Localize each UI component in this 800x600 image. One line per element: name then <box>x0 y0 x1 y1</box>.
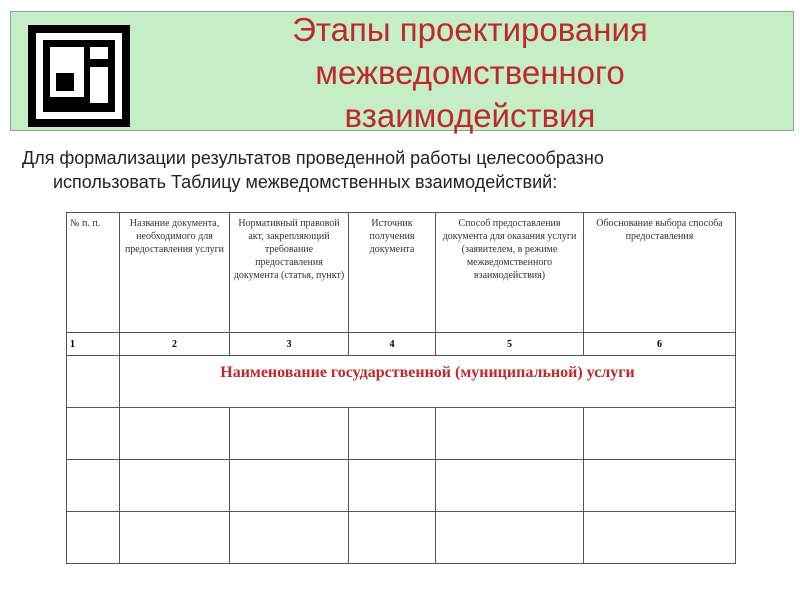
column-header-source: Источник получения документа <box>349 213 436 333</box>
column-header-justification: Обоснование выбора способа предоставления <box>584 213 736 333</box>
title-banner <box>10 10 794 134</box>
service-name: Наименование государственной (муниципальной) услуги <box>120 356 736 408</box>
service-name-row <box>67 356 736 408</box>
table-cell <box>436 460 584 512</box>
column-header-number: № п. п. <box>67 213 120 333</box>
table-cell <box>349 512 436 564</box>
table-cell <box>120 460 230 512</box>
table-cell <box>349 408 436 460</box>
column-header-method: Способ предоставления документа для оказания услуги (заявителем, в режиме межведомственного взаимодействия) <box>436 213 584 333</box>
table-cell <box>436 408 584 460</box>
table-cell <box>230 512 349 564</box>
table-cell <box>67 460 120 512</box>
table-cell <box>349 460 436 512</box>
table-cell <box>436 512 584 564</box>
logo-graphic <box>28 25 130 127</box>
column-number-5: 5 <box>436 333 584 356</box>
intro-line-1: Для формализации результатов проведенной работы целесообразно <box>22 148 604 168</box>
table-cell <box>584 408 736 460</box>
table-row <box>67 460 736 512</box>
column-header-document-name: Название документа, необходимого для предоставления услуги <box>120 213 230 333</box>
column-number-6: 6 <box>584 333 736 356</box>
table-cell <box>67 408 120 460</box>
table-cell <box>584 512 736 564</box>
table-header-row <box>67 213 736 333</box>
table-cell <box>230 408 349 460</box>
interagency-table <box>66 212 736 564</box>
table-number-row <box>67 333 736 356</box>
table-cell <box>230 460 349 512</box>
table-row <box>67 408 736 460</box>
intro-text <box>22 146 742 194</box>
column-number-1: 1 <box>67 333 120 356</box>
table-row <box>67 512 736 564</box>
column-number-4: 4 <box>349 333 436 356</box>
page-title: Этапы проектирования межведомственного взаимодействия <box>292 10 648 134</box>
intro-line-2: использовать Таблицу межведомственных взаимодействий: <box>53 172 558 192</box>
table-cell <box>120 408 230 460</box>
column-number-3: 3 <box>230 333 349 356</box>
table-cell <box>584 460 736 512</box>
square-logo-icon <box>28 25 130 127</box>
table-cell <box>120 512 230 564</box>
column-number-2: 2 <box>120 333 230 356</box>
table-cell <box>67 512 120 564</box>
table-cell <box>67 356 120 408</box>
column-header-legal-act: Нормативный правовой акт, закрепляющий требование предоставления документа (статья, пункт) <box>230 213 349 333</box>
